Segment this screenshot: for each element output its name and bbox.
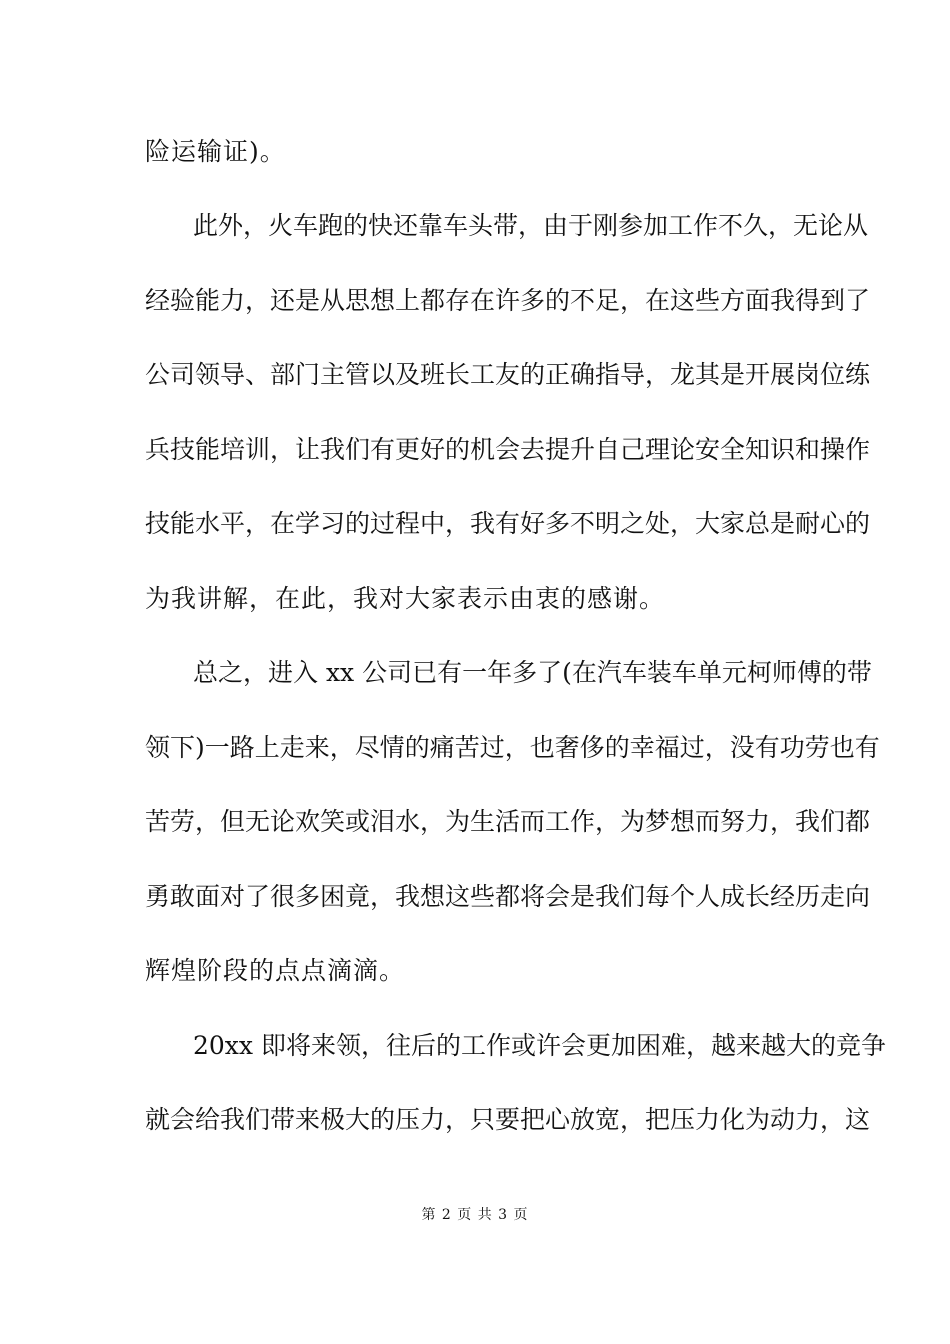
text-line-11: 勇敢面对了很多困竟，我想这些都将会是我们每个人成长经历走向 bbox=[145, 882, 871, 911]
text-line-12: 辉煌阶段的点点滴滴。 bbox=[145, 956, 406, 985]
text-line-6: 技能水平，在学习的过程中，我有好多不明之处，大家总是耐心的 bbox=[145, 509, 871, 538]
text-line-13: 20xx 即将来领，往后的工作或许会更加困难，越来越大的竞争 bbox=[193, 1031, 886, 1060]
text-line-3: 经验能力，还是从思想上都存在许多的不足，在这些方面我得到了 bbox=[145, 286, 871, 315]
text-line-8: 总之，进入 xx 公司已有一年多了(在汽车装车单元柯师傅的带 bbox=[193, 658, 872, 687]
page-number-footer: 第 2 页 共 3 页 bbox=[421, 1207, 529, 1223]
text-line-2: 此外，火车跑的快还靠车头带，由于刚参加工作不久，无论从 bbox=[193, 211, 869, 240]
text-line-4: 公司领导、部门主管以及班长工友的正确指导，龙其是开展岗位练 bbox=[145, 360, 871, 389]
text-line-1: 险运输证)。 bbox=[145, 137, 286, 166]
text-line-10: 苦劳，但无论欢笑或泪水，为生活而工作，为梦想而努力，我们都 bbox=[145, 807, 871, 836]
text-line-9: 领下)一路上走来，尽情的痛苦过，也奢侈的幸福过，没有功劳也有 bbox=[145, 733, 880, 762]
text-line-14: 就会给我们带来极大的压力，只要把心放宽，把压力化为动力，这 bbox=[145, 1105, 871, 1134]
text-line-7: 为我讲解，在此，我对大家表示由衷的感谢。 bbox=[145, 584, 666, 613]
text-line-5: 兵技能培训，让我们有更好的机会去提升自己理论安全知识和操作 bbox=[145, 435, 871, 464]
